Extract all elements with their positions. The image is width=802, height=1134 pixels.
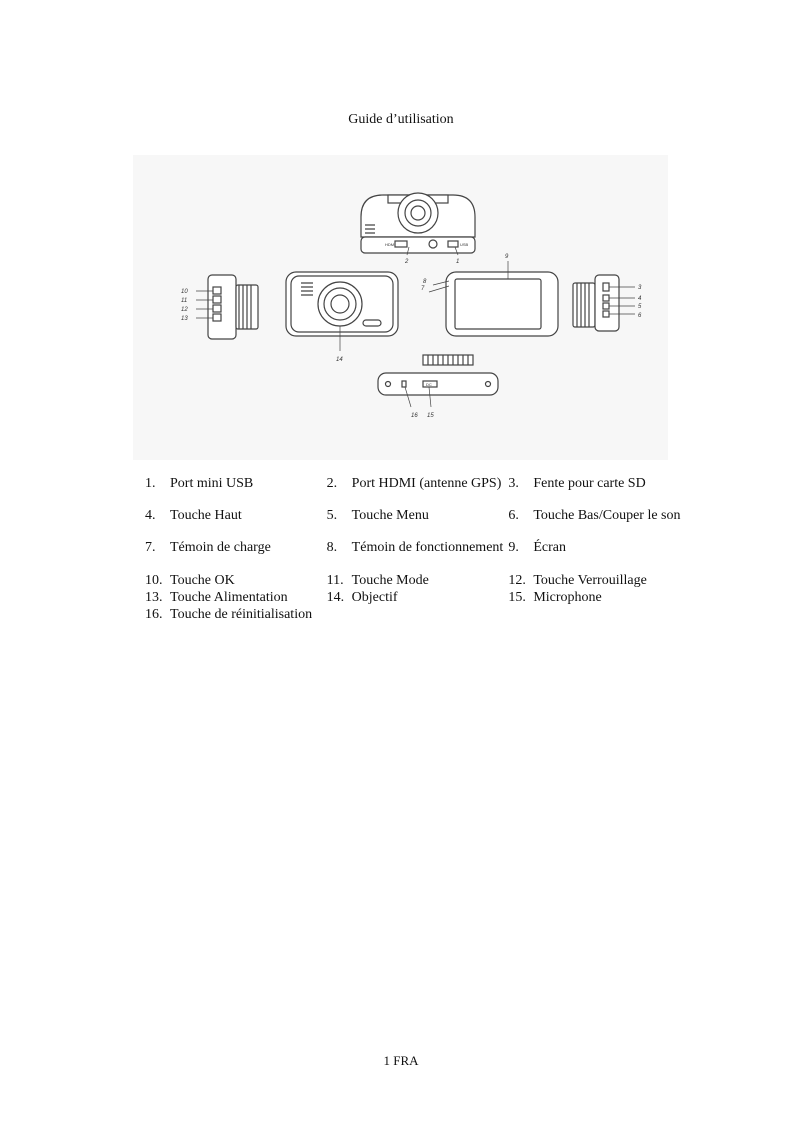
page-number: 1 FRA <box>383 1053 419 1068</box>
list-item: 12. Touche Verrouillage <box>508 573 647 588</box>
list-item: 16. Touche de réinitialisation <box>145 607 313 622</box>
list-item: 8. Témoin de fonctionnement <box>326 540 504 555</box>
callout-7: 7 <box>421 286 425 292</box>
callout-5: 5 <box>638 304 642 310</box>
callout-3: 3 <box>638 285 642 291</box>
list-item: 7. Témoin de charge <box>145 540 271 555</box>
callout-1: 1 <box>456 259 460 265</box>
page-title: Guide d’utilisation <box>348 112 454 127</box>
list-item: 11. Touche Mode <box>326 573 429 588</box>
callout-8: 8 <box>423 279 427 285</box>
list-item: 9. Écran <box>508 540 566 555</box>
port-label-hdmi: HDMI <box>385 242 396 247</box>
side-view-left <box>196 275 258 339</box>
front-view-camera <box>286 272 398 336</box>
side-view-right <box>573 275 635 331</box>
port-label-dc: DC <box>426 382 432 387</box>
list-item: 14. Objectif <box>326 590 398 605</box>
callout-11: 11 <box>181 298 188 304</box>
parts-list <box>145 476 690 639</box>
list-item: 1. Port mini USB <box>145 476 254 491</box>
list-item: 10. Touche OK <box>145 573 235 588</box>
callout-15: 15 <box>427 413 434 419</box>
dashcam-diagram <box>133 155 668 460</box>
callout-4: 4 <box>638 296 642 302</box>
list-item: 2. Port HDMI (antenne GPS) <box>326 476 502 491</box>
callout-14: 14 <box>336 357 343 363</box>
list-item: 4. Touche Haut <box>145 508 242 523</box>
list-item: 6. Touche Bas/Couper le son <box>508 508 681 523</box>
callout-2: 2 <box>405 259 409 265</box>
list-item: 15. Microphone <box>508 590 602 605</box>
bottom-view-camera <box>378 355 498 407</box>
callout-12: 12 <box>181 307 188 313</box>
list-item: 13. Touche Alimentation <box>145 590 288 605</box>
callout-16: 16 <box>411 413 418 419</box>
callout-10: 10 <box>181 289 188 295</box>
list-item: 5. Touche Menu <box>326 508 429 523</box>
port-label-usb: USB <box>460 242 469 247</box>
callout-9: 9 <box>505 254 509 260</box>
callout-6: 6 <box>638 313 642 319</box>
callout-13: 13 <box>181 316 188 322</box>
list-item: 3. Fente pour carte SD <box>508 476 646 491</box>
back-view-camera <box>429 261 558 336</box>
top-view-camera <box>361 193 475 253</box>
